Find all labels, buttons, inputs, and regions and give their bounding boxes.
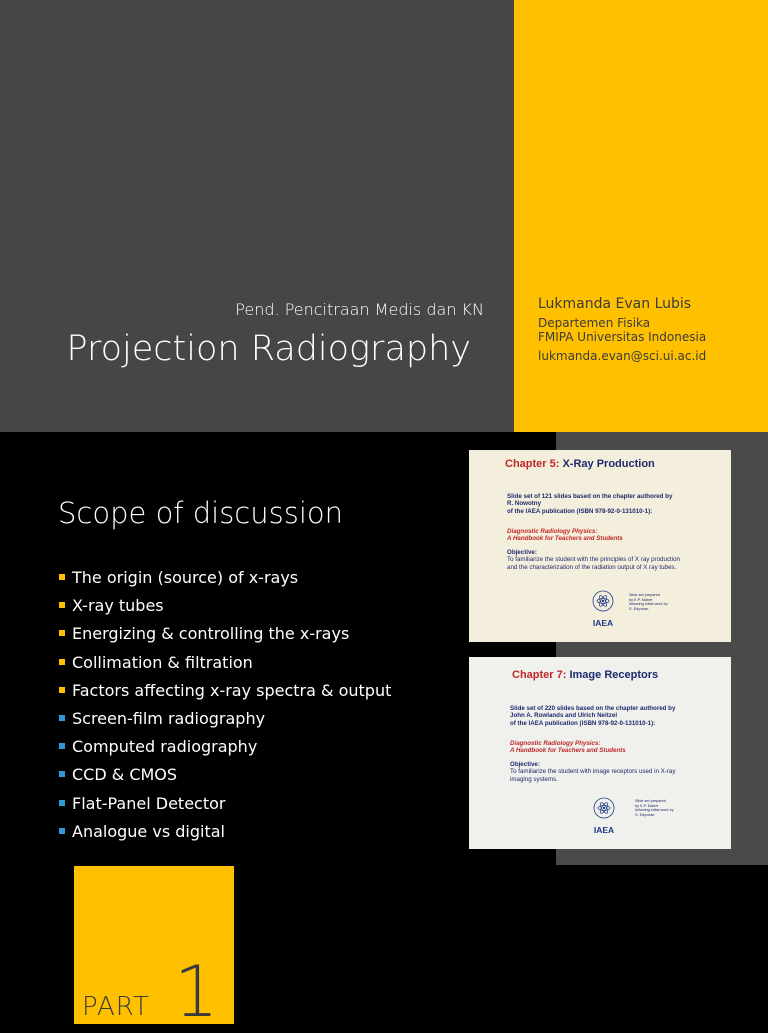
prepared-line: Slide set prepared: [629, 593, 660, 597]
author-email[interactable]: lukmanda.evan@sci.ui.ac.id: [538, 349, 707, 363]
scope-bullet-item: [58, 567, 391, 595]
objective-line: To familiarize the student with the principles of X ray production: [507, 556, 680, 564]
bullet-square-icon: [59, 602, 65, 608]
bullet-square-icon: [59, 743, 65, 749]
scope-bullet-item: [58, 821, 391, 849]
card-heading: [512, 669, 658, 681]
scope-bullet-list: [58, 567, 391, 849]
scope-bullet-item: [58, 708, 391, 736]
bullet-text: CCD & CMOS: [72, 765, 178, 785]
book-title: Diagnostic Radiology Physics:: [510, 740, 601, 747]
card-objective: [507, 549, 680, 571]
scope-title: Scope of discussion: [58, 496, 344, 530]
course-subtitle: Pend. Pencitraan Medis dan KN: [235, 300, 484, 319]
scope-bullet-item: [58, 764, 391, 792]
scope-bullet-item: [58, 652, 391, 680]
prepared-line: following initial work by: [635, 808, 674, 813]
prepared-by: [635, 799, 674, 817]
bullet-square-icon: [59, 630, 65, 636]
bullet-text: Flat-Panel Detector: [72, 793, 226, 813]
presentation-title: Projection Radiography: [66, 329, 471, 369]
scope-bullet-item: [58, 680, 391, 708]
card-line: John A. Rowlands and Ulrich Neitzel: [510, 712, 618, 720]
card-heading: [505, 458, 655, 470]
card-book: [507, 528, 623, 543]
prepared-line: following initial work by: [629, 602, 668, 607]
atom-emblem-icon: [573, 590, 633, 614]
iaea-logo-text: IAEA: [593, 825, 615, 835]
atom-emblem-icon: [574, 797, 634, 821]
prepared-line: S. Edyvean: [635, 812, 655, 817]
card-chapter: Chapter 7:: [512, 669, 567, 681]
prepared-line: S. Edyvean: [629, 606, 649, 611]
bullet-square-icon: [59, 659, 65, 665]
bullet-text: Collimation & filtration: [72, 652, 253, 672]
book-subtitle: A Handbook for Teachers and Students: [507, 535, 623, 543]
accent-panel: [514, 0, 768, 432]
bullet-text: Factors affecting x-ray spectra & output: [72, 680, 392, 700]
card-book: [510, 740, 626, 755]
objective-line: and the characterization of the radiation output of X ray tubes.: [507, 563, 677, 571]
chapter-card-xray-production: [469, 450, 731, 642]
objective-line: imaging systems.: [510, 775, 558, 783]
bullet-text: Computed radiography: [72, 737, 258, 757]
author-name: Lukmanda Evan Lubis: [538, 296, 692, 312]
bullet-square-icon: [59, 828, 65, 834]
bullet-text: Analogue vs digital: [72, 821, 225, 841]
bullet-text: Screen-film radiography: [72, 708, 266, 728]
card-line: Slide set of 121 slides based on the chapter authored by: [507, 493, 673, 500]
bullet-text: The origin (source) of x-rays: [72, 568, 299, 587]
part-number: 1: [174, 951, 219, 1033]
scope-bullet-item: [58, 595, 391, 623]
bullet-square-icon: [59, 800, 65, 806]
scope-bullet-item: [58, 793, 391, 821]
iaea-logo-subtext: [574, 835, 634, 838]
bullet-square-icon: [59, 715, 65, 721]
chapter-card-image-receptors: [469, 657, 731, 849]
part-divider-block: [74, 866, 234, 1033]
book-subtitle: A Handbook for Teachers and Students: [510, 747, 626, 755]
prepared-by: [629, 593, 668, 611]
prepared-line: by K.P. Maher: [629, 597, 653, 602]
card-topic: Image Receptors: [569, 669, 659, 681]
objective-label: Objective:: [510, 761, 540, 768]
card-description: [510, 705, 675, 727]
department-text: Departemen Fisika: [538, 316, 651, 330]
title-slide: [0, 0, 768, 432]
card-description: [507, 493, 672, 515]
iaea-logo-subtext: [573, 628, 633, 631]
bullet-square-icon: [59, 687, 65, 693]
card-chapter: Chapter 5:: [505, 458, 560, 470]
bullet-text: Energizing & controlling the x-rays: [72, 624, 350, 644]
objective-line: To familiarize the student with image receptors used in X-ray: [510, 768, 676, 776]
part-label: PART: [82, 992, 150, 1022]
faculty-text: FMIPA Universitas Indonesia: [538, 330, 707, 344]
card-line: of the IAEA publication (ISBN 978-92-0-131010-1):: [507, 507, 653, 515]
bullet-square-icon: [59, 574, 65, 580]
book-title: Diagnostic Radiology Physics:: [507, 528, 598, 535]
scope-bullet-item: [58, 736, 391, 764]
prepared-line: Slide set prepared: [635, 799, 666, 803]
scope-bullet-item: [58, 623, 391, 651]
card-objective: [510, 761, 675, 783]
bullet-text: X-ray tubes: [72, 596, 164, 616]
iaea-logo-text: IAEA: [592, 618, 614, 628]
scope-slide: [0, 432, 768, 1033]
card-topic: X-Ray Production: [562, 458, 655, 470]
bullet-square-icon: [59, 771, 65, 777]
card-line: R. Nowotny: [507, 500, 542, 508]
card-line: of the IAEA publication (ISBN 978-92-0-131010-1):: [510, 719, 656, 727]
iaea-logo: [573, 590, 633, 631]
author-affiliation: [538, 316, 706, 344]
prepared-line: by K.P. Maher: [635, 803, 659, 808]
iaea-logo: [574, 797, 634, 838]
objective-label: Objective:: [507, 549, 537, 556]
card-line: Slide set of 220 slides based on the chapter authored by: [510, 705, 676, 712]
